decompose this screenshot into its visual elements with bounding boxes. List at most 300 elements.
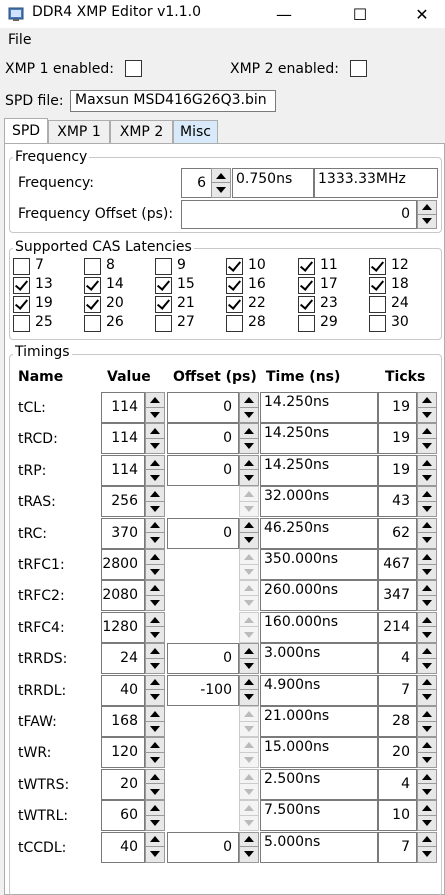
frequency-group-label: Frequency	[15, 149, 88, 165]
timing-value-spinner-trc[interactable]	[145, 518, 165, 549]
cas-checkbox-16[interactable]	[226, 277, 243, 294]
timing-name-tras: tRAS:	[18, 494, 56, 511]
timing-time-field-twtrs	[260, 769, 378, 800]
cas-label-22: 22	[248, 295, 266, 311]
timing-value-spinner-twr-up-icon[interactable]	[146, 738, 164, 753]
timing-ticks-spinner-trrdl-up-icon[interactable]	[418, 676, 436, 691]
timing-value-spinner-tccdl-up-icon[interactable]	[146, 833, 164, 848]
timing-ticks-spinner-trp-up-icon[interactable]	[418, 456, 436, 471]
timing-ticks-twr: 20	[392, 744, 410, 761]
timing-ticks-spinner-trcd-down-icon[interactable]	[418, 439, 436, 454]
timing-ticks-input-twtrs[interactable]	[378, 769, 417, 800]
timing-ticks-spinner-trfc4[interactable]	[417, 612, 437, 643]
timing-ticks-spinner-trrds-down-icon[interactable]	[418, 659, 436, 674]
maximize-icon: ☐	[352, 4, 368, 24]
cas-label-9: 9	[177, 257, 186, 273]
timing-value-spinner-trfc1-up-icon[interactable]	[146, 550, 164, 565]
timing-ticks-spinner-trcd-up-icon[interactable]	[418, 424, 436, 439]
frequency-offset-up-icon[interactable]	[418, 201, 436, 215]
cas-label-13: 13	[35, 276, 53, 292]
timing-value-spinner-tcl-up-icon[interactable]	[146, 393, 164, 408]
timing-offset-trc: 0	[223, 524, 232, 541]
timing-offset-spinner-trc[interactable]	[239, 518, 259, 549]
timing-time-trc: 46.250ns	[264, 519, 330, 536]
timing-value-input-trfc2[interactable]	[101, 580, 145, 611]
timing-ticks-input-trfc1[interactable]	[378, 549, 417, 580]
timing-value-spinner-tfaw-up-icon[interactable]	[146, 707, 164, 722]
timing-ticks-spinner-tras[interactable]	[417, 486, 437, 517]
timing-name-trfc4: tRFC4:	[18, 619, 65, 636]
cas-checkbox-20[interactable]	[84, 296, 101, 313]
timing-offset-tccdl: 0	[223, 838, 232, 855]
timing-ticks-spinner-trp[interactable]	[417, 455, 437, 486]
timing-offset-spinner-trrds-up-icon[interactable]	[240, 644, 258, 659]
xmp2-enabled-checkbox[interactable]	[350, 60, 367, 77]
timing-ticks-spinner-twtrl-down-icon[interactable]	[418, 816, 436, 831]
timing-offset-spinner-tcl-down-icon[interactable]	[240, 408, 258, 423]
timing-offset-trp: 0	[223, 461, 232, 478]
timing-ticks-spinner-trc-up-icon[interactable]	[418, 519, 436, 534]
timing-offset-input-trfc4	[167, 612, 239, 643]
xmp1-enabled-checkbox[interactable]	[125, 60, 142, 77]
timing-offset-spinner-tccdl-up-icon[interactable]	[240, 833, 258, 848]
timing-ticks-input-tras[interactable]	[378, 486, 417, 517]
cas-checkbox-8[interactable]	[84, 258, 101, 275]
close-button[interactable]	[399, 0, 445, 28]
timing-time-field-tfaw	[260, 706, 378, 737]
cas-label-18: 18	[391, 276, 409, 292]
timing-offset-spinner-trcd-down-icon[interactable]	[240, 439, 258, 454]
timing-offset-spinner-tras-down-icon	[240, 502, 258, 517]
cas-label-17: 17	[320, 276, 338, 292]
frequency-label: Frequency:	[18, 175, 95, 191]
timing-time-field-tcl	[260, 392, 378, 423]
timing-offset-input-trp[interactable]	[167, 455, 239, 486]
tab-xmp1-label: XMP 1	[57, 124, 101, 140]
cas-label-23: 23	[320, 295, 338, 311]
frequency-down-icon[interactable]	[212, 183, 230, 197]
cas-checkbox-24[interactable]	[369, 296, 386, 313]
cas-checkbox-7[interactable]	[13, 258, 30, 275]
timing-offset-input-twtrl	[167, 800, 239, 831]
timing-offset-spinner-tfaw-down-icon	[240, 722, 258, 737]
timing-value-spinner-twtrs[interactable]	[145, 769, 165, 800]
timing-time-trp: 14.250ns	[264, 456, 330, 473]
cas-checkbox-9[interactable]	[155, 258, 172, 275]
cas-label-28: 28	[248, 314, 266, 330]
timing-ticks-spinner-tcl-up-icon[interactable]	[418, 393, 436, 408]
cas-checkbox-28[interactable]	[226, 315, 243, 332]
timing-value-spinner-trp-up-icon[interactable]	[146, 456, 164, 471]
timing-ticks-spinner-trrdl-down-icon[interactable]	[418, 690, 436, 705]
cas-checkbox-21[interactable]	[155, 296, 172, 313]
timing-value-spinner-twr-down-icon[interactable]	[146, 753, 164, 768]
timings-header-ticks: Ticks	[385, 369, 426, 385]
timing-ticks-spinner-tccdl-down-icon[interactable]	[418, 847, 436, 862]
timing-offset-spinner-trfc1-up-icon	[240, 550, 258, 565]
timing-offset-spinner-trfc2-up-icon	[240, 581, 258, 596]
timing-ticks-trp: 19	[392, 461, 410, 478]
timing-offset-spinner-tcl-up-icon[interactable]	[240, 393, 258, 408]
menu-bar	[0, 30, 445, 52]
timing-offset-spinner-tcl[interactable]	[239, 392, 259, 423]
tab-xmp1[interactable]	[48, 120, 110, 143]
timing-ticks-spinner-tras-up-icon[interactable]	[418, 487, 436, 502]
frequency-input[interactable]	[181, 168, 213, 198]
timing-time-tccdl: 5.000ns	[264, 833, 321, 850]
timing-time-field-trrdl	[260, 675, 378, 706]
timing-offset-spinner-trfc1	[239, 549, 259, 580]
timing-value-spinner-trfc2-down-icon[interactable]	[146, 596, 164, 611]
timing-ticks-input-trp[interactable]	[378, 455, 417, 486]
cas-checkbox-11[interactable]	[298, 258, 315, 275]
timing-ticks-input-trrds[interactable]	[378, 643, 417, 674]
cas-checkbox-27[interactable]	[155, 315, 172, 332]
tab-spd[interactable]	[4, 118, 48, 143]
cas-label-19: 19	[35, 295, 53, 311]
timing-ticks-spinner-trp-down-icon[interactable]	[418, 470, 436, 485]
timing-offset-spinner-trp-down-icon[interactable]	[240, 470, 258, 485]
timing-time-trrds: 3.000ns	[264, 645, 321, 662]
timing-value-spinner-trfc4-down-icon[interactable]	[146, 627, 164, 642]
cas-checkbox-10[interactable]	[226, 258, 243, 275]
timing-ticks-spinner-tfaw[interactable]	[417, 706, 437, 737]
timing-ticks-input-tfaw[interactable]	[378, 706, 417, 737]
timing-value-input-trp[interactable]	[101, 455, 145, 486]
timing-name-twtrs: tWTRS:	[18, 776, 70, 793]
timing-value-spinner-trrdl[interactable]	[145, 675, 165, 706]
timing-value-spinner-tccdl-down-icon[interactable]	[146, 847, 164, 862]
timing-value-spinner-tras-up-icon[interactable]	[146, 487, 164, 502]
timing-name-trfc1: tRFC1:	[18, 557, 65, 573]
cas-label-12: 12	[391, 257, 409, 273]
timing-ticks-spinner-trfc1-up-icon[interactable]	[418, 550, 436, 565]
timing-name-trrds: tRRDS:	[18, 651, 68, 668]
cas-label-8: 8	[106, 257, 115, 273]
cas-label-24: 24	[391, 295, 409, 311]
timing-offset-spinner-trfc4-down-icon	[240, 627, 258, 642]
frequency-mhz-field	[314, 168, 438, 198]
spd-tab-panel	[4, 143, 445, 895]
timing-offset-spinner-tccdl-down-icon[interactable]	[240, 847, 258, 862]
frequency-offset-value: 0	[401, 206, 410, 222]
close-icon: ✕	[415, 4, 429, 24]
timing-offset-spinner-tfaw	[239, 706, 259, 737]
timing-ticks-spinner-tccdl[interactable]	[417, 832, 437, 863]
timing-value-spinner-trp-down-icon[interactable]	[146, 470, 164, 485]
timing-ticks-spinner-trfc2-up-icon[interactable]	[418, 581, 436, 596]
timing-value-spinner-trfc1[interactable]	[145, 549, 165, 580]
timing-name-trc: tRC:	[18, 525, 48, 542]
timing-value-spinner-tras-down-icon[interactable]	[146, 502, 164, 517]
frequency-up-icon[interactable]	[212, 169, 230, 183]
timing-ticks-spinner-tccdl-up-icon[interactable]	[418, 833, 436, 848]
timing-value-trfc1: 2800	[102, 556, 138, 572]
timing-ticks-spinner-tcl-down-icon[interactable]	[418, 408, 436, 423]
timing-value-spinner-twtrs-up-icon[interactable]	[146, 770, 164, 785]
timing-value-trc: 370	[111, 524, 138, 541]
maximize-button[interactable]	[337, 0, 383, 28]
timing-ticks-tras: 43	[392, 493, 410, 510]
timings-header-name: Name	[18, 369, 64, 385]
timing-ticks-input-trrdl[interactable]	[378, 675, 417, 706]
xmp2-enabled-label: XMP 2 enabled:	[230, 61, 339, 77]
timing-offset-spinner-trcd-up-icon[interactable]	[240, 424, 258, 439]
timing-ticks-spinner-trfc2[interactable]	[417, 580, 437, 611]
frequency-time: 0.750ns	[236, 171, 293, 187]
frequency-value: 6	[197, 175, 206, 191]
spd-file-field[interactable]	[70, 90, 276, 112]
timing-time-trfc1: 350.000ns	[264, 551, 339, 567]
timing-value-spinner-trfc1-down-icon[interactable]	[146, 565, 164, 580]
timing-name-trfc2: tRFC2:	[18, 588, 65, 605]
timing-value-spinner-tcl[interactable]	[145, 392, 165, 423]
timing-value-spinner-twtrl-up-icon[interactable]	[146, 801, 164, 816]
timing-offset-spinner-trrdl-down-icon[interactable]	[240, 690, 258, 705]
timing-offset-input-trc[interactable]	[167, 518, 239, 549]
frequency-time-field	[232, 168, 314, 198]
minimize-button[interactable]	[261, 0, 307, 28]
timing-value-spinner-trcd[interactable]	[145, 423, 165, 454]
frequency-offset-down-icon[interactable]	[418, 215, 436, 229]
timing-value-input-twr[interactable]	[101, 737, 145, 768]
timing-ticks-spinner-twtrl[interactable]	[417, 800, 437, 831]
timing-ticks-input-trcd[interactable]	[378, 423, 417, 454]
timing-ticks-trrds: 4	[401, 650, 410, 667]
timing-time-field-twr	[260, 737, 378, 768]
timing-time-field-twtrl	[260, 800, 378, 831]
timing-offset-spinner-trrds[interactable]	[239, 643, 259, 674]
timing-ticks-trcd: 19	[392, 430, 410, 447]
timing-ticks-input-tccdl[interactable]	[378, 832, 417, 863]
frequency-offset-input[interactable]	[181, 200, 417, 229]
timing-time-field-trp	[260, 455, 378, 486]
cas-checkbox-17[interactable]	[298, 277, 315, 294]
timing-time-field-trcd	[260, 423, 378, 454]
cas-checkbox-22[interactable]	[226, 296, 243, 313]
cas-checkbox-14[interactable]	[84, 277, 101, 294]
timing-value-spinner-trcd-up-icon[interactable]	[146, 424, 164, 439]
timing-time-tcl: 14.250ns	[264, 394, 330, 410]
timing-value-input-trcd[interactable]	[101, 423, 145, 454]
timing-ticks-spinner-trrdl[interactable]	[417, 675, 437, 706]
timing-offset-spinner-twtrs-up-icon	[240, 770, 258, 785]
cas-checkbox-12[interactable]	[369, 258, 386, 275]
timing-time-tras: 32.000ns	[264, 488, 330, 505]
timing-value-input-tras[interactable]	[101, 486, 145, 517]
timing-value-twtrs: 20	[120, 775, 138, 792]
timing-ticks-spinner-tcl[interactable]	[417, 392, 437, 423]
timing-value-spinner-trfc2-up-icon[interactable]	[146, 581, 164, 596]
timing-time-field-trrds	[260, 643, 378, 674]
timing-ticks-spinner-trfc4-down-icon[interactable]	[418, 627, 436, 642]
timing-value-input-trrds[interactable]	[101, 643, 145, 674]
timing-time-tfaw: 21.000ns	[264, 708, 330, 724]
timing-value-spinner-trc-down-icon[interactable]	[146, 533, 164, 548]
timing-value-input-tfaw[interactable]	[101, 706, 145, 737]
timing-ticks-spinner-trfc1[interactable]	[417, 549, 437, 580]
timing-value-input-twtrl[interactable]	[101, 800, 145, 831]
cas-label-15: 15	[177, 276, 195, 292]
timing-ticks-spinner-twtrs-down-icon[interactable]	[418, 784, 436, 799]
timing-name-tfaw: tFAW:	[18, 714, 57, 730]
cas-checkbox-18[interactable]	[369, 277, 386, 294]
timing-offset-input-tras	[167, 486, 239, 517]
cas-checkbox-19[interactable]	[13, 296, 30, 313]
timing-ticks-spinner-twtrs-up-icon[interactable]	[418, 770, 436, 785]
timing-offset-spinner-tccdl[interactable]	[239, 832, 259, 863]
tab-misc-label: Misc	[180, 124, 211, 140]
timing-value-input-trc[interactable]	[101, 518, 145, 549]
tab-misc[interactable]	[173, 120, 218, 143]
cas-checkbox-30[interactable]	[369, 315, 386, 332]
timing-ticks-spinner-trc-down-icon[interactable]	[418, 533, 436, 548]
cas-checkbox-29[interactable]	[298, 315, 315, 332]
cas-checkbox-13[interactable]	[13, 277, 30, 294]
timing-ticks-spinner-trcd[interactable]	[417, 423, 437, 454]
timing-value-input-trfc4[interactable]	[101, 612, 145, 643]
timing-ticks-spinner-twr[interactable]	[417, 737, 437, 768]
timing-offset-spinner-trfc2	[239, 580, 259, 611]
timing-value-spinner-tras[interactable]	[145, 486, 165, 517]
timing-ticks-input-twr[interactable]	[378, 737, 417, 768]
timing-ticks-input-tcl[interactable]	[378, 392, 417, 423]
timing-value-spinner-trc-up-icon[interactable]	[146, 519, 164, 534]
app-icon	[8, 6, 24, 22]
timing-value-trcd: 114	[111, 430, 138, 447]
timing-value-input-tcl[interactable]	[101, 392, 145, 423]
timing-offset-input-trfc1	[167, 549, 239, 580]
timing-ticks-input-trfc4[interactable]	[378, 612, 417, 643]
timing-offset-spinner-trc-up-icon[interactable]	[240, 519, 258, 534]
timing-value-trrdl: 40	[120, 681, 138, 698]
menu-file[interactable]: File	[8, 32, 32, 48]
timing-ticks-trfc1: 467	[383, 556, 410, 572]
timing-ticks-spinner-trc[interactable]	[417, 518, 437, 549]
timing-value-spinner-trrdl-up-icon[interactable]	[146, 676, 164, 691]
timing-ticks-spinner-tras-down-icon[interactable]	[418, 502, 436, 517]
timing-value-spinner-tcl-down-icon[interactable]	[146, 408, 164, 423]
timing-ticks-spinner-trfc2-down-icon[interactable]	[418, 596, 436, 611]
timing-ticks-spinner-trfc1-down-icon[interactable]	[418, 565, 436, 580]
timing-offset-input-tfaw	[167, 706, 239, 737]
timing-ticks-spinner-twtrl-up-icon[interactable]	[418, 801, 436, 816]
cas-label-27: 27	[177, 314, 195, 330]
timing-ticks-tcl: 19	[392, 399, 410, 415]
timing-value-input-trrdl[interactable]	[101, 675, 145, 706]
timing-ticks-spinner-tfaw-up-icon[interactable]	[418, 707, 436, 722]
minimize-icon: —	[276, 4, 292, 24]
timing-offset-input-trrdl[interactable]	[167, 675, 239, 706]
timing-value-spinner-trfc4-up-icon[interactable]	[146, 613, 164, 628]
timing-value-spinner-tfaw-down-icon[interactable]	[146, 722, 164, 737]
timing-name-trp: tRP:	[18, 462, 47, 479]
timing-ticks-spinner-twtrs[interactable]	[417, 769, 437, 800]
timing-value-spinner-twr[interactable]	[145, 737, 165, 768]
timing-time-trcd: 14.250ns	[264, 425, 330, 442]
timing-ticks-spinner-trrds[interactable]	[417, 643, 437, 674]
timing-value-spinner-twtrs-down-icon[interactable]	[146, 784, 164, 799]
frequency-offset-spinner[interactable]	[417, 200, 437, 229]
timing-ticks-spinner-twr-up-icon[interactable]	[418, 738, 436, 753]
timing-ticks-trfc2: 347	[383, 587, 410, 604]
timing-value-spinner-trrds-up-icon[interactable]	[146, 644, 164, 659]
timing-value-spinner-trp[interactable]	[145, 455, 165, 486]
timing-value-spinner-trfc2[interactable]	[145, 580, 165, 611]
tab-xmp2[interactable]	[110, 120, 173, 143]
timing-time-field-trfc1	[260, 549, 378, 580]
timing-ticks-input-twtrl[interactable]	[378, 800, 417, 831]
timing-ticks-spinner-trrds-up-icon[interactable]	[418, 644, 436, 659]
timing-ticks-input-trc[interactable]	[378, 518, 417, 549]
timing-offset-spinner-twtrs	[239, 769, 259, 800]
timing-offset-input-tcl[interactable]	[167, 392, 239, 423]
cas-label-11: 11	[320, 257, 338, 273]
timings-group-label: Timings	[15, 344, 70, 360]
timing-time-trrdl: 4.900ns	[264, 676, 321, 693]
timing-ticks-spinner-trfc4-up-icon[interactable]	[418, 613, 436, 628]
timing-time-field-trfc2	[260, 580, 378, 611]
timing-offset-spinner-trrds-down-icon[interactable]	[240, 659, 258, 674]
timing-value-spinner-trrds-down-icon[interactable]	[146, 659, 164, 674]
timing-value-input-trfc1[interactable]	[101, 549, 145, 580]
timing-ticks-trrdl: 7	[401, 681, 410, 698]
timing-offset-spinner-trcd[interactable]	[239, 423, 259, 454]
timing-offset-spinner-twtrl-up-icon	[240, 801, 258, 816]
timing-value-spinner-tfaw[interactable]	[145, 706, 165, 737]
timing-offset-tcl: 0	[223, 399, 232, 415]
timing-offset-spinner-trp[interactable]	[239, 455, 259, 486]
timing-value-spinner-trcd-down-icon[interactable]	[146, 439, 164, 454]
timing-time-field-tccdl	[260, 832, 378, 863]
timing-value-tcl: 114	[111, 399, 138, 415]
timing-offset-input-tccdl[interactable]	[167, 832, 239, 863]
timing-offset-spinner-trfc1-down-icon	[240, 565, 258, 580]
timing-ticks-spinner-twr-down-icon[interactable]	[418, 753, 436, 768]
timing-value-spinner-trfc4[interactable]	[145, 612, 165, 643]
cas-checkbox-23[interactable]	[298, 296, 315, 313]
frequency-spinner[interactable]	[211, 168, 231, 198]
frequency-mhz: 1333.33MHz	[318, 171, 406, 187]
timing-ticks-spinner-tfaw-down-icon[interactable]	[418, 722, 436, 737]
timing-value-tfaw: 168	[111, 713, 138, 729]
timing-ticks-input-trfc2[interactable]	[378, 580, 417, 611]
timing-offset-input-trcd[interactable]	[167, 423, 239, 454]
timing-offset-input-trrds[interactable]	[167, 643, 239, 674]
timing-ticks-tfaw: 28	[392, 713, 410, 729]
cas-checkbox-25[interactable]	[13, 315, 30, 332]
cas-label-26: 26	[106, 314, 124, 330]
timing-offset-spinner-trrdl-up-icon[interactable]	[240, 676, 258, 691]
cas-checkbox-26[interactable]	[84, 315, 101, 332]
timing-offset-spinner-trc-down-icon[interactable]	[240, 533, 258, 548]
timing-value-spinner-trrds[interactable]	[145, 643, 165, 674]
timing-value-twtrl: 60	[120, 807, 138, 824]
timing-offset-input-twr	[167, 737, 239, 768]
timings-header-time: Time (ns)	[266, 369, 341, 385]
timing-value-input-tccdl[interactable]	[101, 832, 145, 863]
timing-value-spinner-twtrl[interactable]	[145, 800, 165, 831]
timing-value-input-twtrs[interactable]	[101, 769, 145, 800]
timing-offset-spinner-trp-up-icon[interactable]	[240, 456, 258, 471]
timing-value-spinner-tccdl[interactable]	[145, 832, 165, 863]
cas-checkbox-15[interactable]	[155, 277, 172, 294]
timing-value-spinner-twtrl-down-icon[interactable]	[146, 816, 164, 831]
timing-offset-spinner-trrdl[interactable]	[239, 675, 259, 706]
timing-value-spinner-trrdl-down-icon[interactable]	[146, 690, 164, 705]
timing-time-trfc4: 160.000ns	[264, 613, 339, 630]
timings-header-value: Value	[107, 369, 151, 385]
